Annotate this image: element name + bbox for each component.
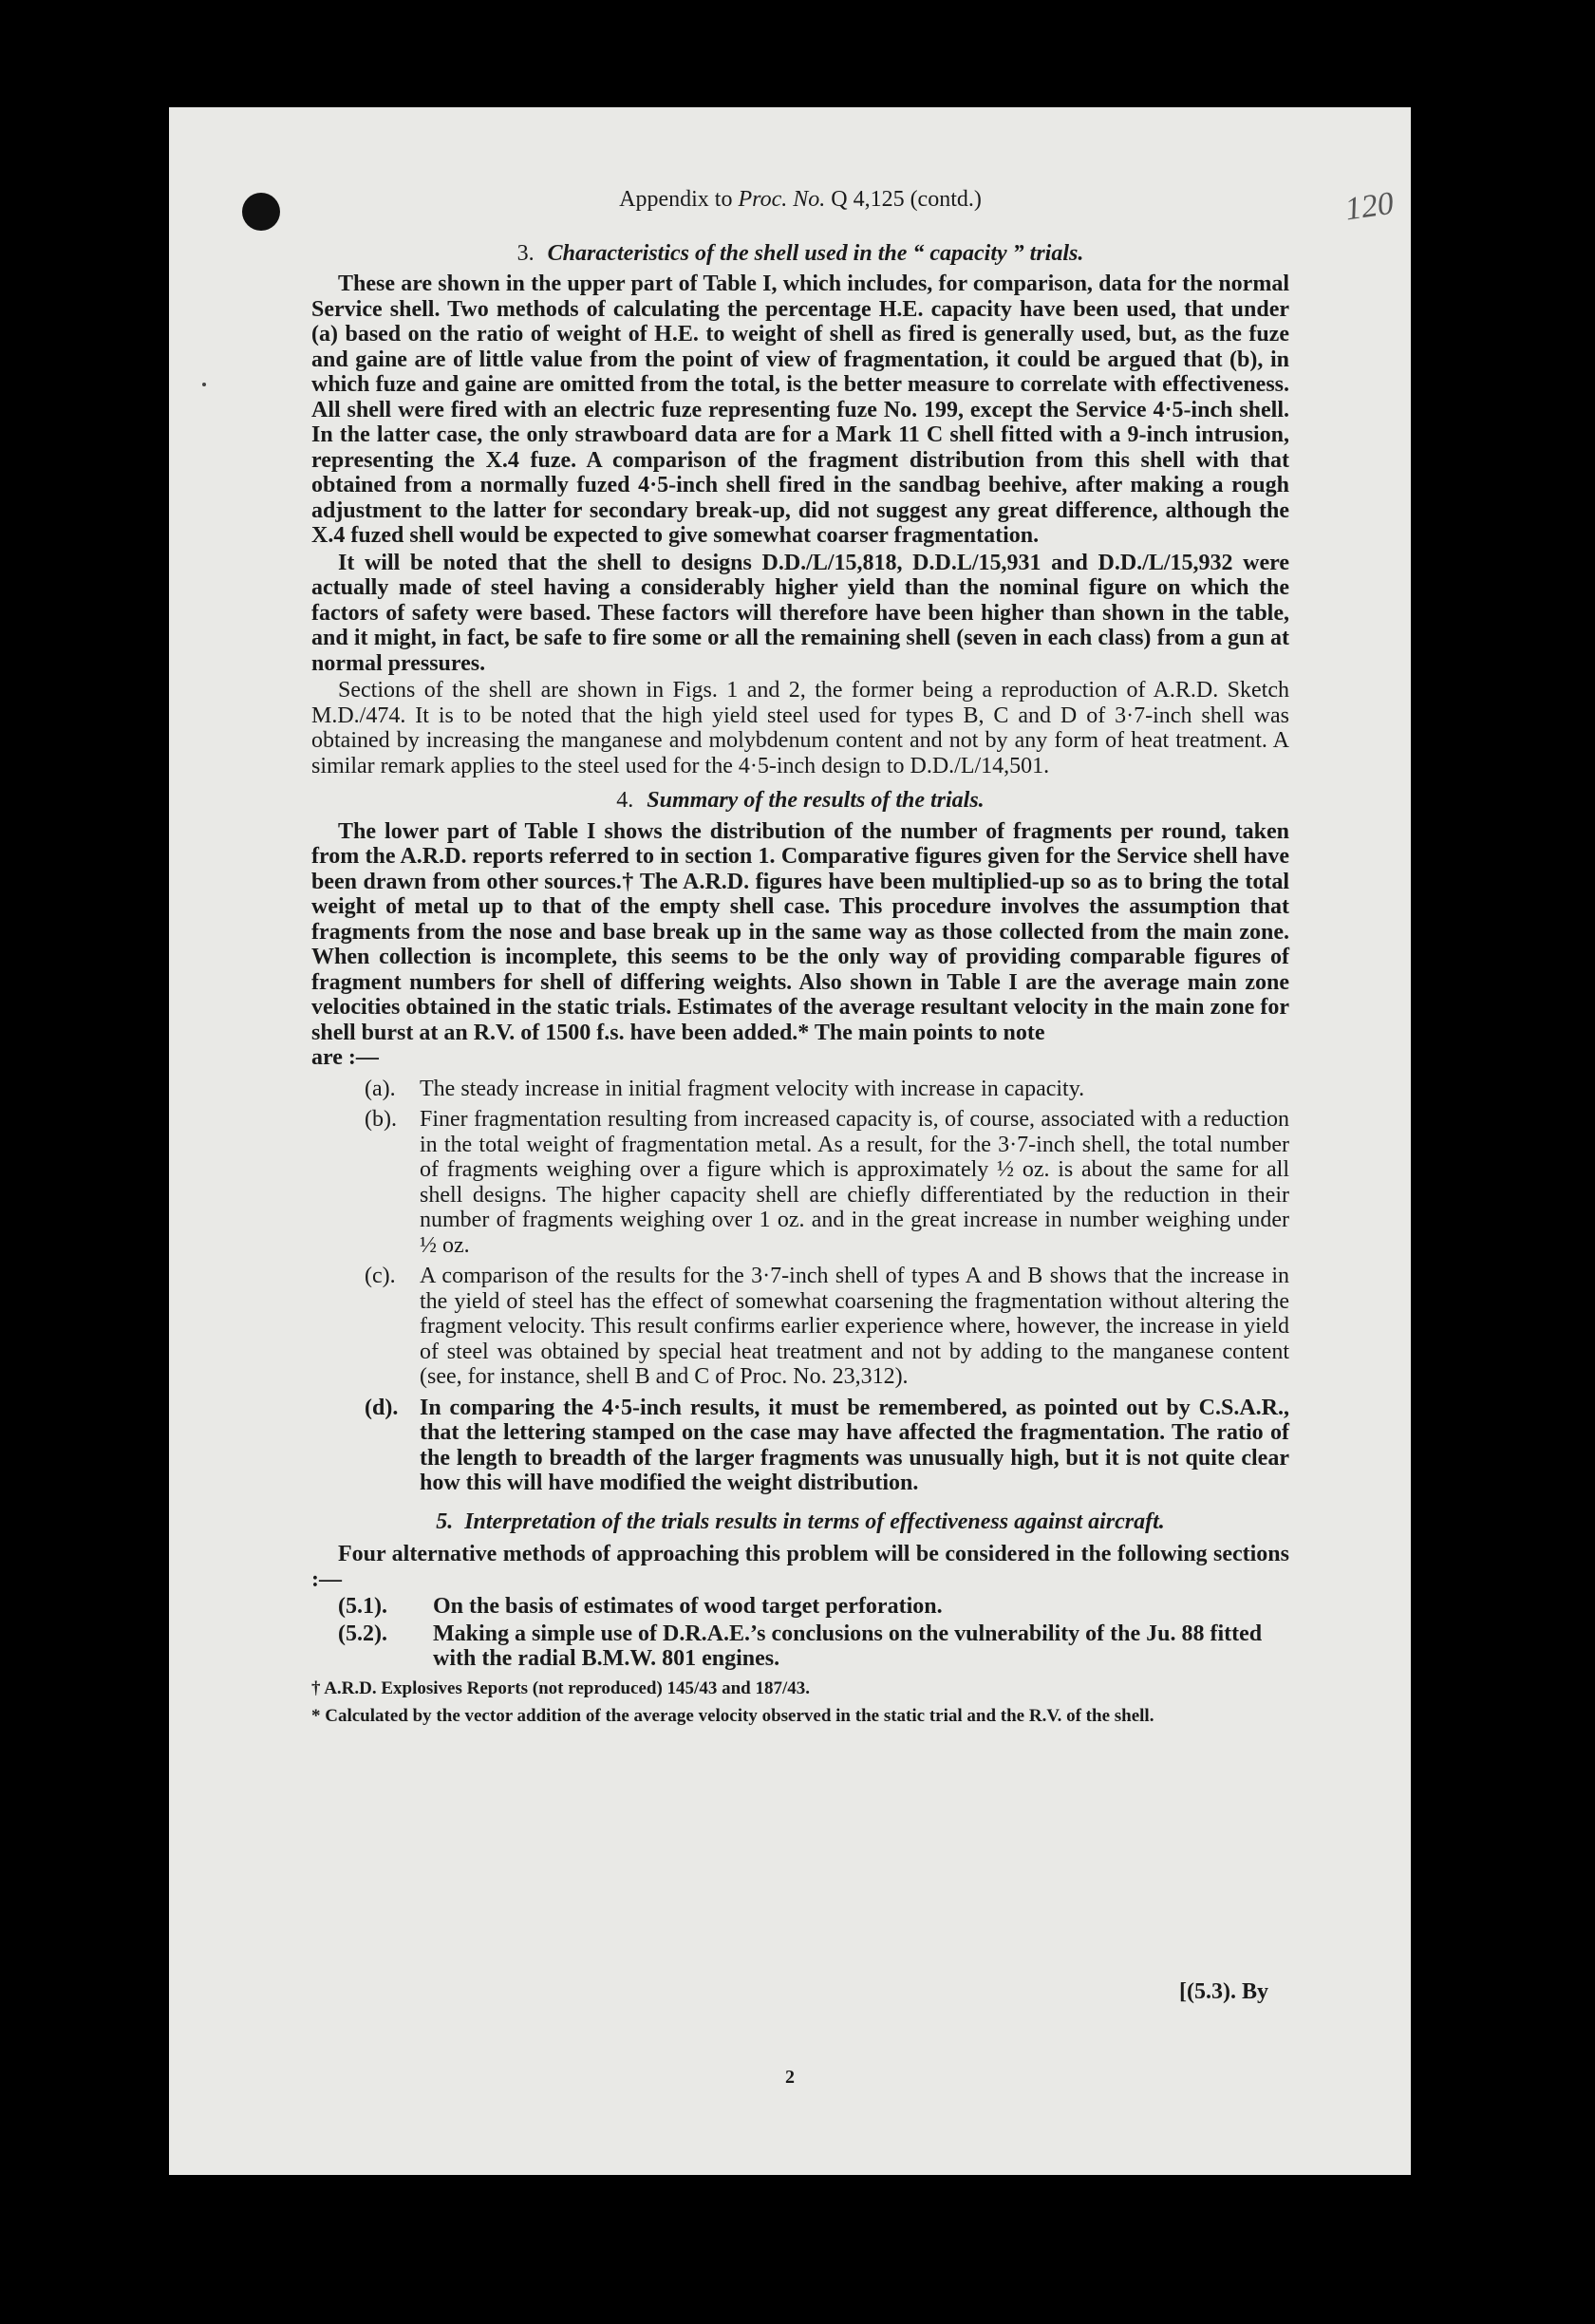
item-text: Finer fragmentation resulting from increased capacity is, of course, associated with a reduction in the total weight of fragmentation metal. As a result, for the 3·7-inch shell, the total number of fragments weighing over a figure which is approximately ½ oz. is about the same for all shell designs. The higher capacity shell are chiefly differentiated by the reduction in their number of fragments weighing over 1 oz. and in the great increase in number weighing under ½ oz.	[420, 1107, 1289, 1258]
list-item	[311, 1077, 1289, 1102]
section-number: 3.	[516, 240, 535, 266]
section-number: 5.	[436, 1509, 454, 1534]
sub-item	[311, 1594, 1289, 1620]
list-item	[311, 1107, 1289, 1258]
paragraph-text: The lower part of Table I shows the distribution of the number of fragments per round, taken from the A.R.D. reports referred to in section 1. Comparative figures given for the Service shell have been drawn from other sources.† The A.R.D. figures have been multiplied-up so as to bring the total weight of metal up to that of the empty shell case. This procedure involves the assumption that fragments from the nose and base break up in the same way as those collected from the main zone. When collection is incomplete, this seems to be the only way of providing comparable figures of fragment numbers for shell of differing weights. Also shown in Table I are the average main zone velocities obtained in the static trials. Estimates of the average resultant velocity in the main zone for shell burst at an R.V. of 1500 f.s. have been added.* The main points to note	[311, 818, 1289, 1045]
header-suffix: Q 4,125 (contd.)	[825, 187, 982, 212]
paragraph: Sections of the shell are shown in Figs. 1 and 2, the former being a reproduction of A.R.D. Sketch M.D./474. It is to be noted that the high yield steel used for types B, C and D of 3·7-inch shell was obtained by increasing the manganese and molybdenum content and not by any form of heat treatment. A similar remark applies to the steel used for the 4·5-inch design to D.D./L/14,501.	[311, 678, 1289, 778]
paragraph: These are shown in the upper part of Table I, which includes, for comparison, data for the normal Service shell. Two methods of calculating the percentage H.E. capacity have been used, that under (a) based on the ratio of weight of H.E. to weight of shell as fired is generally used, but, as the fuze and gaine are of little value from the point of view of fragmentation, it could be argued that (b), in which fuze and gaine are omitted from the total, is the better measure to correlate with effectiveness. All shell were fired with an electric fuze representing fuze No. 199, except the Service 4·5-inch shell. In the latter case, the only strawboard data are for a Mark 11 C shell fitted with a 9-inch intrusion, representing the X.4 fuze. A comparison of the fragment distribution from this shell with that obtained from a normally fuzed 4·5-inch shell fired in the sandbag beehive, after making a rough adjustment to the latter for secondary break-up, did not suggest any great difference, although the X.4 fuzed shell would be expected to give somewhat coarser fragmentation.	[311, 272, 1289, 548]
item-label: (a).	[365, 1076, 396, 1101]
paragraph	[311, 819, 1289, 1071]
list-item	[311, 1264, 1289, 1390]
document-page	[169, 107, 1411, 2175]
punch-hole	[242, 193, 280, 231]
catchword: [(5.3). By	[1179, 1978, 1268, 2004]
section-4-heading	[311, 788, 1289, 814]
sub-item	[311, 1621, 1289, 1672]
footnote: † A.R.D. Explosives Reports (not reproduced) 145/43 and 187/43.	[311, 1677, 810, 1698]
folio-number: 120	[1342, 185, 1397, 228]
paragraph-end: are :—	[311, 1045, 379, 1070]
sub-item-label: (5.2).	[338, 1621, 387, 1646]
item-label: (b).	[365, 1107, 397, 1132]
section-title: Summary of the results of the trials.	[647, 788, 985, 813]
page-header	[311, 187, 1289, 213]
speck	[202, 383, 206, 386]
section-number: 4.	[616, 788, 634, 813]
sub-item-label: (5.1).	[338, 1594, 387, 1619]
paragraph: It will be noted that the shell to designs D.D./L/15,818, D.D.L/15,931 and D.D./L/15,932 were actually made of steel having a considerably higher yield than the nominal figure on which the factors of safety were based. These factors will therefore have been higher than shown in the table, and it might, in fact, be safe to fire some or all the remaining shell (seven in each class) from a gun at normal pressures.	[311, 550, 1289, 676]
item-text: A comparison of the results for the 3·7-inch shell of types A and B shows that the increase in the yield of steel has the effect of somewhat coarsening the fragmentation without altering the fragment velocity. This result confirms earlier experience where, however, the increase in yield of steel was obtained by special heat treatment and not by adding to the manganese content (see, for instance, shell B and C of Proc. No. 23,312).	[420, 1264, 1289, 1389]
section-title: Interpretation of the trials results in terms of effectiveness against aircraft.	[464, 1509, 1165, 1534]
page-number: 2	[785, 2066, 795, 2088]
item-label: (d).	[365, 1395, 399, 1420]
section-title: Characteristics of the shell used in the “ capacity ” trials.	[547, 240, 1084, 266]
paragraph: Four alternative methods of approaching this problem will be considered in the following sections :—	[311, 1542, 1289, 1592]
header-proc: Proc. No.	[738, 187, 826, 212]
list-item	[311, 1396, 1289, 1496]
item-text: The steady increase in initial fragment velocity with increase in capacity.	[420, 1076, 1085, 1101]
section-5-heading	[311, 1509, 1289, 1535]
sub-item-text: On the basis of estimates of wood target perforation.	[433, 1594, 943, 1619]
sub-item-text: Making a simple use of D.R.A.E.’s conclusions on the vulnerability of the Ju. 88 fitted with the radial B.M.W. 801 engines.	[433, 1621, 1263, 1671]
header-prefix: Appendix to	[619, 187, 739, 212]
footnote: * Calculated by the vector addition of the average velocity observed in the static trial and the R.V. of the shell.	[311, 1705, 1154, 1726]
item-label: (c).	[365, 1264, 396, 1288]
section-3-heading	[311, 241, 1289, 267]
item-text: In comparing the 4·5-inch results, it must be remembered, as pointed out by C.S.A.R., that the lettering stamped on the case may have affected the fragmentation. The ratio of the length to breadth of the larger fragments was unusually high, but it is not quite clear how this will have modified the weight distribution.	[420, 1395, 1289, 1495]
